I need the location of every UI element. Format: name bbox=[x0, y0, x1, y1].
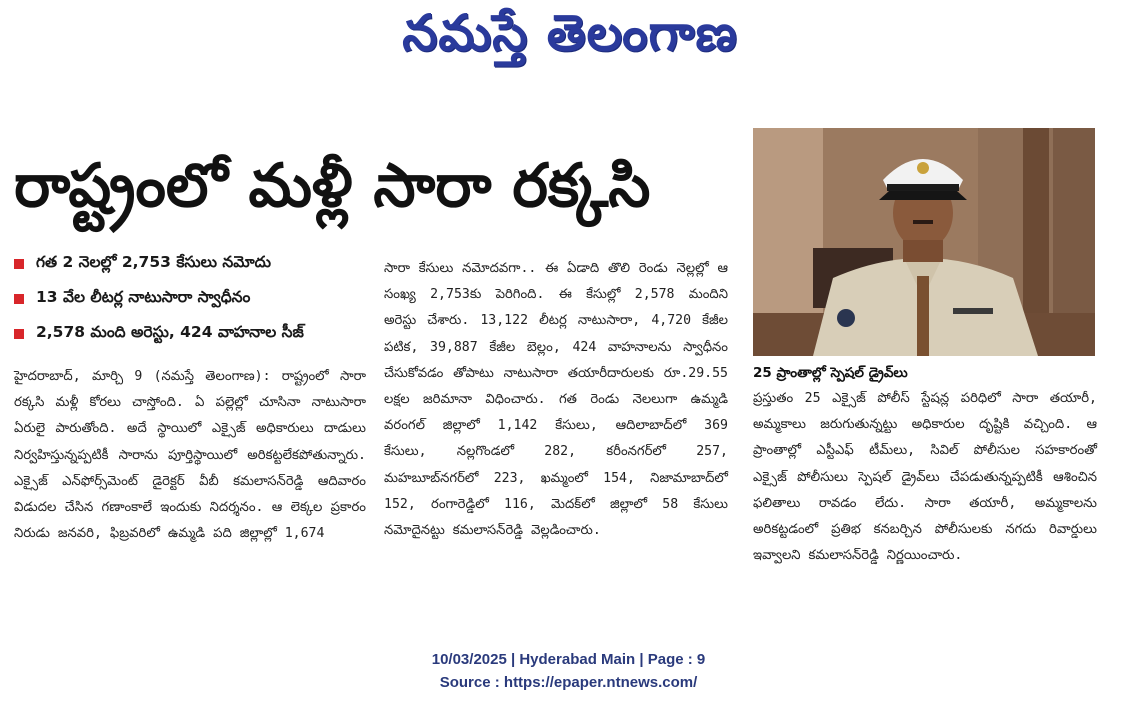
bullet-item bbox=[14, 246, 366, 281]
article-column-2: సారా కేసులు నమోదవగా.. ఈ ఏడాది తొలి రెండు నెల్లల్లో ఆ సంఖ్య 2,753కు పెరిగింది. ఈ కేసుల్లో 2,578 మందిని అరెస్టు చేశారు. 13,122 లీటర్ల నాటుసారా, 4,720 కేజీల పటిక, 39,887 కేజీల బెల్లం, 424 వాహనాలను స్వాధీనం చేసుకోవడం తోపాటు నాటుసారా తయారీదారులకు రూ.29.55 లక్షల జరిమానా విధించారు. గత రెండు నెలలుగా ఉమ్మడి వరంగల్ జిల్లాలో 1,142 కేసులు, ఆదిలాబాద్‌లో 369 కేసులు, నల్లగొండలో 282, కరీంనగర్‌లో 257, మహబూబ్‌నగర్‌లో 223, ఖమ్మంలో 154, నిజామాబాద్‌లో 152, రంగారెడ్డిలో 116, మెదక్‌లో జిల్లాలో 58 కేసులు నమోదైనట్టు కమలాసన్‌రెడ్డి వెల్లడించారు. bbox=[384, 261, 728, 539]
bullet-text: 13 వేల లీటర్ల నాటుసారా స్వాధీనం bbox=[36, 287, 251, 306]
bullet-text: 2,578 మంది అరెస్టు, 424 వాహనాల సీజ్ bbox=[36, 322, 304, 341]
bullet-square-icon bbox=[14, 294, 24, 304]
article-column-1: హైదరాబాద్, మార్చి 9 (నమస్తే తెలంగాణ): రాష్ట్రంలో సారా రక్కసి మళ్లీ కోరలు చాస్తోంది. ఏ పల్లెల్లో చూసినా నాటుసారా ఏరులై పారుతోంది. అదే స్థాయిలో ఎక్సైజ్ అధికారులు దాడులు నిర్వహిస్తున్నప్పటికీ సారాను పూర్తిస్థాయిలో అరికట్టలేకపోతున్నారు. ఎక్సైజ్ ఎన్‌ఫోర్స్‌మెంట్ డైరెక్టర్ వీబీ కమలాసన్‌రెడ్డి ఆదివారం విడుదల చేసిన గణాంకాలే ఇందుకు నిదర్శనం. ఆ లెక్కల ప్రకారం నిరుడు జనవరి, ఫిబ్రవరిలో ఉమ్మడి పది జిల్లాల్లో 1,674 bbox=[14, 369, 366, 542]
masthead-title: నమస్తే తెలంగాణ bbox=[402, 3, 738, 62]
bullet-item bbox=[14, 281, 366, 316]
bullet-square-icon bbox=[14, 259, 24, 269]
bullet-item bbox=[14, 316, 366, 351]
highlight-bullets bbox=[14, 246, 366, 351]
photo-caption: 25 ప్రాంతాల్లో స్పెషల్ డ్రైవ్‌లు bbox=[753, 365, 908, 381]
masthead-logo bbox=[300, 3, 840, 72]
bullet-text: గత 2 నెలల్లో 2,753 కేసులు నమోదు bbox=[36, 252, 271, 271]
article-column-3: ప్రస్తుతం 25 ఎక్సైజ్ పోలీస్ స్టేషన్ల పరిధిలో సారా తయారీ, అమ్మకాలు జరుగుతున్నట్టు అధికారుల దృష్టికి వచ్చింది. ఆ ప్రాంతాల్లో ఎస్టీఎఫ్ టీమ్‌లు, సివిల్ పోలీసుల సహకారంతో ఎక్సైజ్ పోలీసులు స్పెషల్ డ్రైవ్‌లు చేపడుతున్నప్పటికీ ఆశించిన ఫలితాలు రావడం లేదు. సారా తయారీ, అమ్మకాలను అరికట్టడంలో ప్రతిభ కనబర్చిన పోలీసులకు నగదు రివార్డులు ఇవ్వాలని కమలాసన్‌రెడ్డి నిర్ణయించారు. bbox=[753, 391, 1097, 564]
bullet-square-icon bbox=[14, 329, 24, 339]
footer-source-link[interactable]: Source : https://epaper.ntnews.com/ bbox=[439, 674, 698, 691]
footer-date-edition: 10/03/2025 | Hyderabad Main | Page : 9 bbox=[431, 651, 706, 668]
officer-photo bbox=[753, 128, 1095, 356]
article-headline: రాష్ట్రంలో మళ్లీ సారా రక్కసి bbox=[14, 151, 651, 221]
